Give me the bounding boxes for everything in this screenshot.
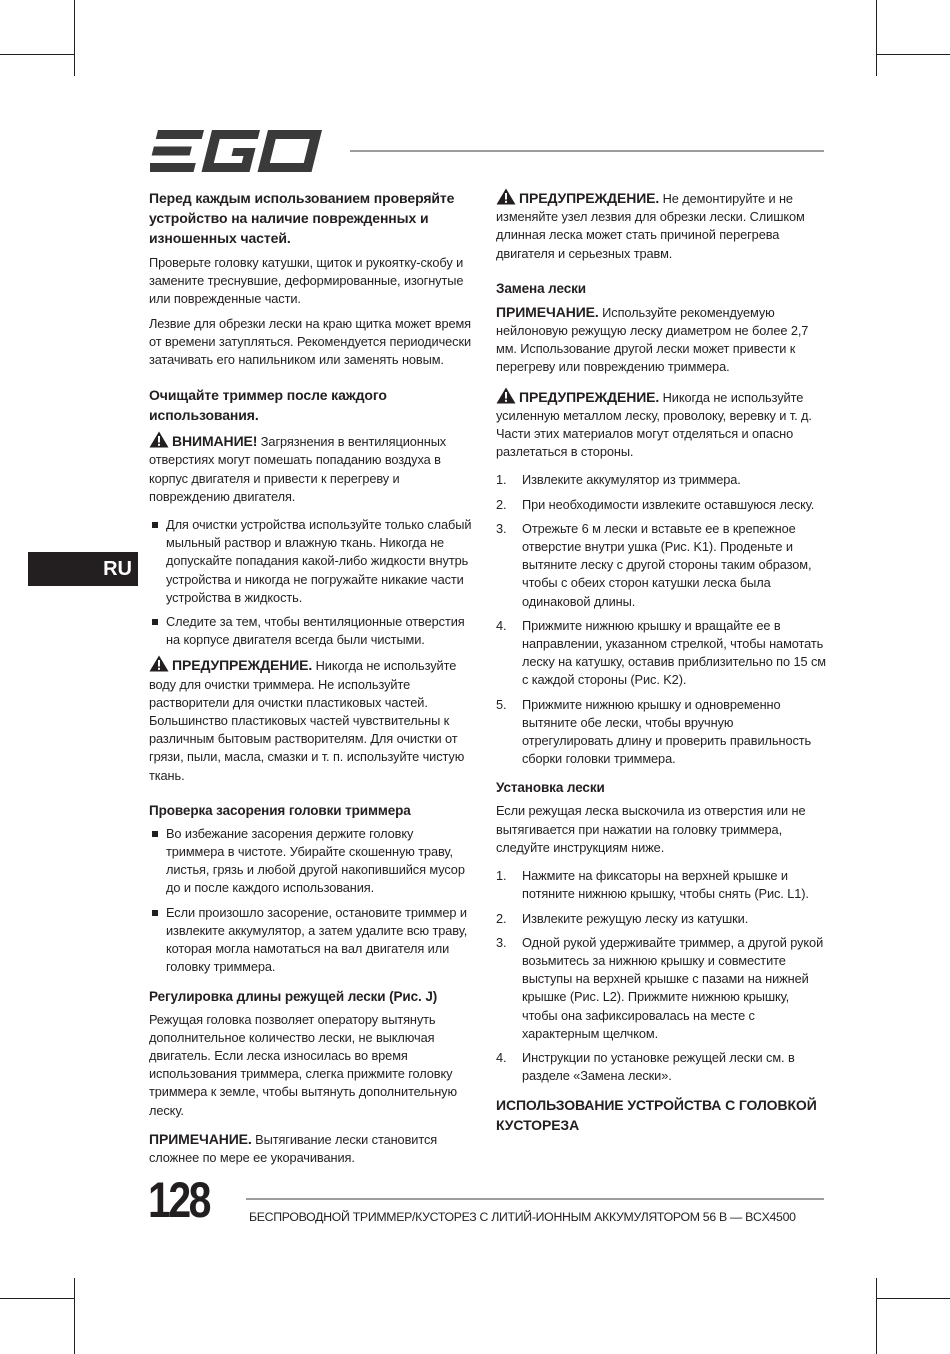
warning-label: ПРЕДУПРЕЖДЕНИЕ. <box>519 190 660 206</box>
list-item: 1. Нажмите на фиксаторы на верхней крышке и потяните нижнюю крышку, чтобы снять (Рис. L1). <box>496 868 809 902</box>
note-text: Используйте рекомендуемую нейлоновую режущую леску диаметром не более 2,7 мм. Использование другой лески может привести к перегреву или повреждению триммера. <box>496 304 809 375</box>
warning-label: ПРЕДУПРЕЖДЕНИЕ. <box>519 388 660 405</box>
list-item: 4. Прижмите нижнюю крышку и вращайте ее в направлении, указанном стрелкой, чтобы намотать леску на катушку, оставив приблизительно по 15 см с каждой стороны (Рис. K2). <box>496 617 826 688</box>
caution-block <box>149 431 473 506</box>
footer-title: БЕСПРОВОДНОЙ ТРИММЕР/КУСТОРЕЗ С ЛИТИЙ-ИОННЫМ АККУМУЛЯТОРОМ 56 В — BCX4500 <box>249 1210 796 1224</box>
warning-triangle-icon <box>496 188 516 205</box>
paragraph: Режущая головка позволяет оператору вытянуть дополнительное количество лески, не выключая двигатель. Если леска износилась во время использования триммера, слегка прижмите головку триммера к земле, чтобы вытянуть дополнительную леску. <box>149 1011 457 1118</box>
crop-mark <box>876 54 950 55</box>
note-label: ПРИМЕЧАНИЕ. <box>496 303 599 320</box>
list-item: Следите за тем, чтобы вентиляционные отверстия на корпусе двигателя всегда были чистыми. <box>149 613 473 649</box>
warning-text: Никогда не используйте усиленную металлом леску, проволоку, веревку и т. д. Части этих материалов могут отделяться и опасно разлетаться в стороны. <box>496 389 812 460</box>
list-item: 5. Прижмите нижнюю крышку и одновременно вытяните обе лески, чтобы вручную отрегулировать длину и проверить правильность сборки головки триммера. <box>496 696 812 767</box>
crop-mark <box>0 1298 74 1299</box>
warning-triangle-icon <box>149 431 169 448</box>
heading-line-install: Установка лески <box>496 780 605 796</box>
footer-rule <box>246 1198 824 1200</box>
warning-triangle-icon <box>496 387 516 404</box>
list-item: 3. Одной рукой удерживайте триммер, а другой рукой возьмитесь за нижнюю крышку и совместите выступы на верхней крышке с пазами на нижней крышке (Рис. L2). Прижмите нижнюю крышку, чтобы она зафиксировалась на месте с характерным щелчком. <box>496 934 824 1041</box>
note-label: ПРИМЕЧАНИЕ. <box>149 1130 252 1147</box>
caution-text: Загрязнения в вентиляционных отверстиях могут помешать попаданию воздуха в корпус двигателя и привести к перегреву и повреждению двигателя. <box>149 434 447 504</box>
bullet-list <box>149 516 473 649</box>
warning-triangle-icon <box>149 655 169 672</box>
left-column <box>149 188 473 1173</box>
warning-block <box>496 188 826 263</box>
caution-label: ВНИМАНИЕ! <box>172 433 258 450</box>
paragraph: Проверьте головку катушки, щиток и рукоятку-скобу и замените треснувшие, деформированные, изогнутые или поврежденные части. <box>149 255 464 307</box>
crop-mark <box>74 0 75 76</box>
heading-clog-check: Проверка засорения головки триммера <box>149 802 411 818</box>
list-item: 3. Отрежьте 6 м лески и вставьте ее в крепежное отверстие внутри ушка (Рис. K1). Проденьте и вытяните леску с другой стороны таким образом, чтобы с обеих сторон катушки леска была одинаковой длины. <box>496 520 812 609</box>
crop-mark <box>876 1298 950 1299</box>
crop-mark <box>0 54 74 55</box>
note-block <box>149 1130 473 1167</box>
heading-brushcutter-use: ИСПОЛЬЗОВАНИЕ УСТРОЙСТВА С ГОЛОВКОЙ КУСТОРЕЗА <box>496 1097 817 1134</box>
numbered-list <box>496 471 826 768</box>
heading-clean: Очищайте триммер после каждого использования. <box>149 387 387 424</box>
warning-label: ПРЕДУПРЕЖДЕНИЕ. <box>172 657 313 674</box>
numbered-list <box>496 867 826 1085</box>
crop-mark <box>876 1278 877 1354</box>
list-item: Если произошло засорение, остановите триммер и извлеките аккумулятор, а затем удалите всю траву, которая могла намотаться на вал двигателя или головку триммера. <box>149 904 473 977</box>
note-text: Вытягивание лески становится сложнее по мере ее укорачивания. <box>149 1131 438 1165</box>
list-item: 2. Извлеките режущую леску из катушки. <box>496 910 749 926</box>
heading-line-length: Регулировка длины режущей лески (Рис. J) <box>149 988 438 1004</box>
ego-logo <box>150 130 332 172</box>
crop-mark <box>74 1278 75 1354</box>
bullet-square-icon <box>152 619 158 625</box>
list-item: Во избежание засорения держите головку триммера в чистоте. Убирайте скошенную траву, листья, грязь и любой другой накопившийся мусор до и после каждого использования. <box>149 825 473 898</box>
language-tab: RU <box>28 552 138 586</box>
header-rule <box>350 150 824 152</box>
crop-mark <box>876 0 877 76</box>
paragraph: Лезвие для обрезки лески на краю щитка может время от времени затупляться. Рекомендуется периодически затачивать его напильником или заменять новым. <box>149 315 472 368</box>
warning-block <box>149 655 473 784</box>
list-item: 4. Инструкции по установке режущей лески см. в разделе «Замена лески». <box>496 1049 795 1084</box>
list-item: 2. При необходимости извлеките оставшуюся леску. <box>496 496 815 512</box>
bullet-square-icon <box>152 522 158 528</box>
warning-block <box>496 387 826 462</box>
page-number: 128 <box>148 1172 210 1228</box>
heading-line-replace: Замена лески <box>496 280 586 296</box>
paragraph: Если режущая леска выскочила из отверстия или не вытягивается при нажатии на головку триммера, следуйте инструкциям ниже. <box>496 803 806 855</box>
warning-text: Не демонтируйте и не изменяйте узел лезвия для обрезки лески. Слишком длинная леска может стать причиной перегрева двигателя и серьезных травм. <box>496 191 805 261</box>
bullet-square-icon <box>152 831 158 837</box>
bullet-square-icon <box>152 910 158 916</box>
note-block <box>496 303 826 377</box>
warning-text: Никогда не используйте воду для очистки триммера. Не используйте растворители для очистки пластиковых частей. Большинство пластиковых частей чувствительны к различным бытовым растворителям. Для очистки от грязи, пыли, масла, смазки и т. п. используйте чистую ткань. <box>149 658 465 783</box>
list-item: Для очистки устройства используйте только слабый мыльный раствор и влажную ткань. Никогда не допускайте попадания какой-либо жидкости внутрь устройства и никогда не погружайте никакие части устройства в жидкость. <box>149 516 473 607</box>
right-column <box>496 188 826 1135</box>
bullet-list <box>149 825 473 977</box>
heading-inspect: Перед каждым использованием проверяйте устройство на наличие поврежденных и изношенных частей. <box>149 190 455 246</box>
list-item: 1. Извлеките аккумулятор из триммера. <box>496 472 741 488</box>
